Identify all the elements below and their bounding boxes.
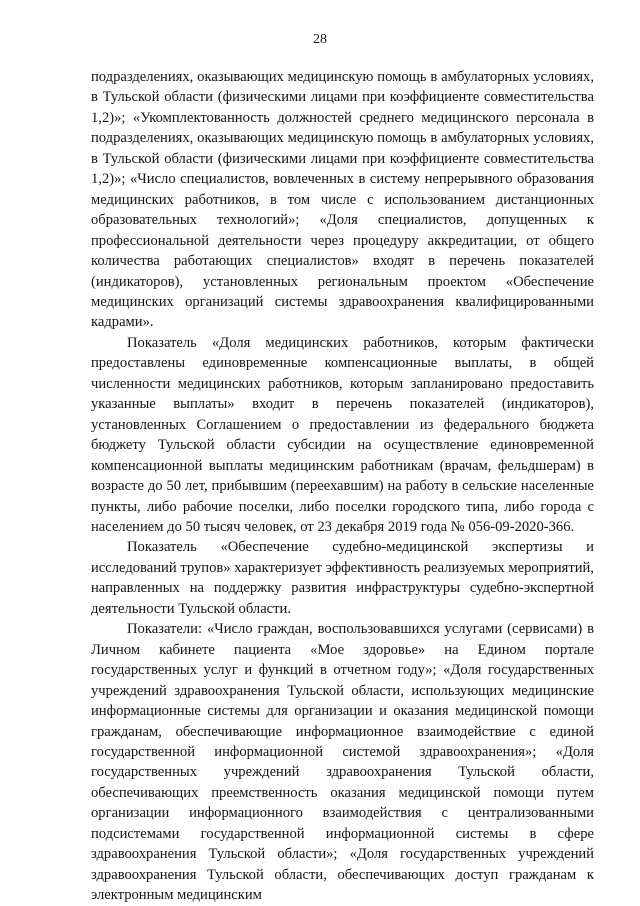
- paragraph-continued: подразделениях, оказывающих медицинскую помощь в амбулаторных условиях, в Тульской области (физическими лицами при коэффициенте совместительства 1,2)»; «Укомплектованность должностей среднего медицинского персонала в подразделениях, оказывающих медицинскую помощь в амбулаторных условиях, в Тульской области (физическими лицами при коэффициенте совместительства 1,2)»; «Число специалистов, вовлеченных в систему непрерывного образования медицинских работников, в том числе с использованием дистанционных образовательных технологий»; «Доля специалистов, допущенных к профессиональной деятельности через процедуру аккредитации, от общего количества работающих специалистов» входят в перечень показателей (индикаторов), установленных региональным проектом «Обеспечение медицинских организаций системы здравоохранения квалифицированными кадрами».: [91, 69, 594, 331]
- document-body: [91, 67, 594, 906]
- paragraph-forensic-expertise: Показатель «Обеспечение судебно-медицинской экспертизы и исследований трупов» характеризует эффективность реализуемых мероприятий, направленных на поддержку развития инфраструктуры судебно-экспертной деятельности Тульской области.: [91, 539, 594, 617]
- paragraph-digital-health-indicators: Показатели: «Число граждан, воспользовавшихся услугами (сервисами) в Личном кабинете пациента «Мое здоровье» на Едином портале государственных услуг и функций в отчетном году»; «Доля государственных учреждений здравоохранения Тульской области, использующих медицинские информационные системы для организации и оказания медицинской помощи гражданам, обеспечивающие информационное взаимодействие с единой государственной информационной системой здравоохранения»; «Доля государственных учреждений здравоохранения Тульской области, обеспечивающих преемственность оказания медицинской помощи путем организации информационного взаимодействия с централизованными подсистемами государственной информационной системы в сфере здравоохранения Тульской области»; «Доля государственных учреждений здравоохранения Тульской области, обеспечивающих доступ гражданам к электронным медицинским: [91, 621, 594, 904]
- paragraph-compensation-payments: Показатель «Доля медицинских работников, которым фактически предоставлены единовременные компенсационные выплаты, в общей численности медицинских работников, которым запланировано предоставить указанные выплаты» входит в перечень показателей (индикаторов), установленных Соглашением о предоставлении из федерального бюджета бюджету Тульской области субсидии на осуществление единовременной компенсационной выплаты медицинским работникам (врачам, фельдшерам) в возрасте до 50 лет, прибывшим (переехавшим) на работу в сельские населенные пункты, либо рабочие поселки, либо поселки городского типа, либо города с населением до 50 тысяч человек, от 23 декабря 2019 года № 056-09-2020-366.: [91, 334, 594, 535]
- page-number: 28: [313, 32, 327, 47]
